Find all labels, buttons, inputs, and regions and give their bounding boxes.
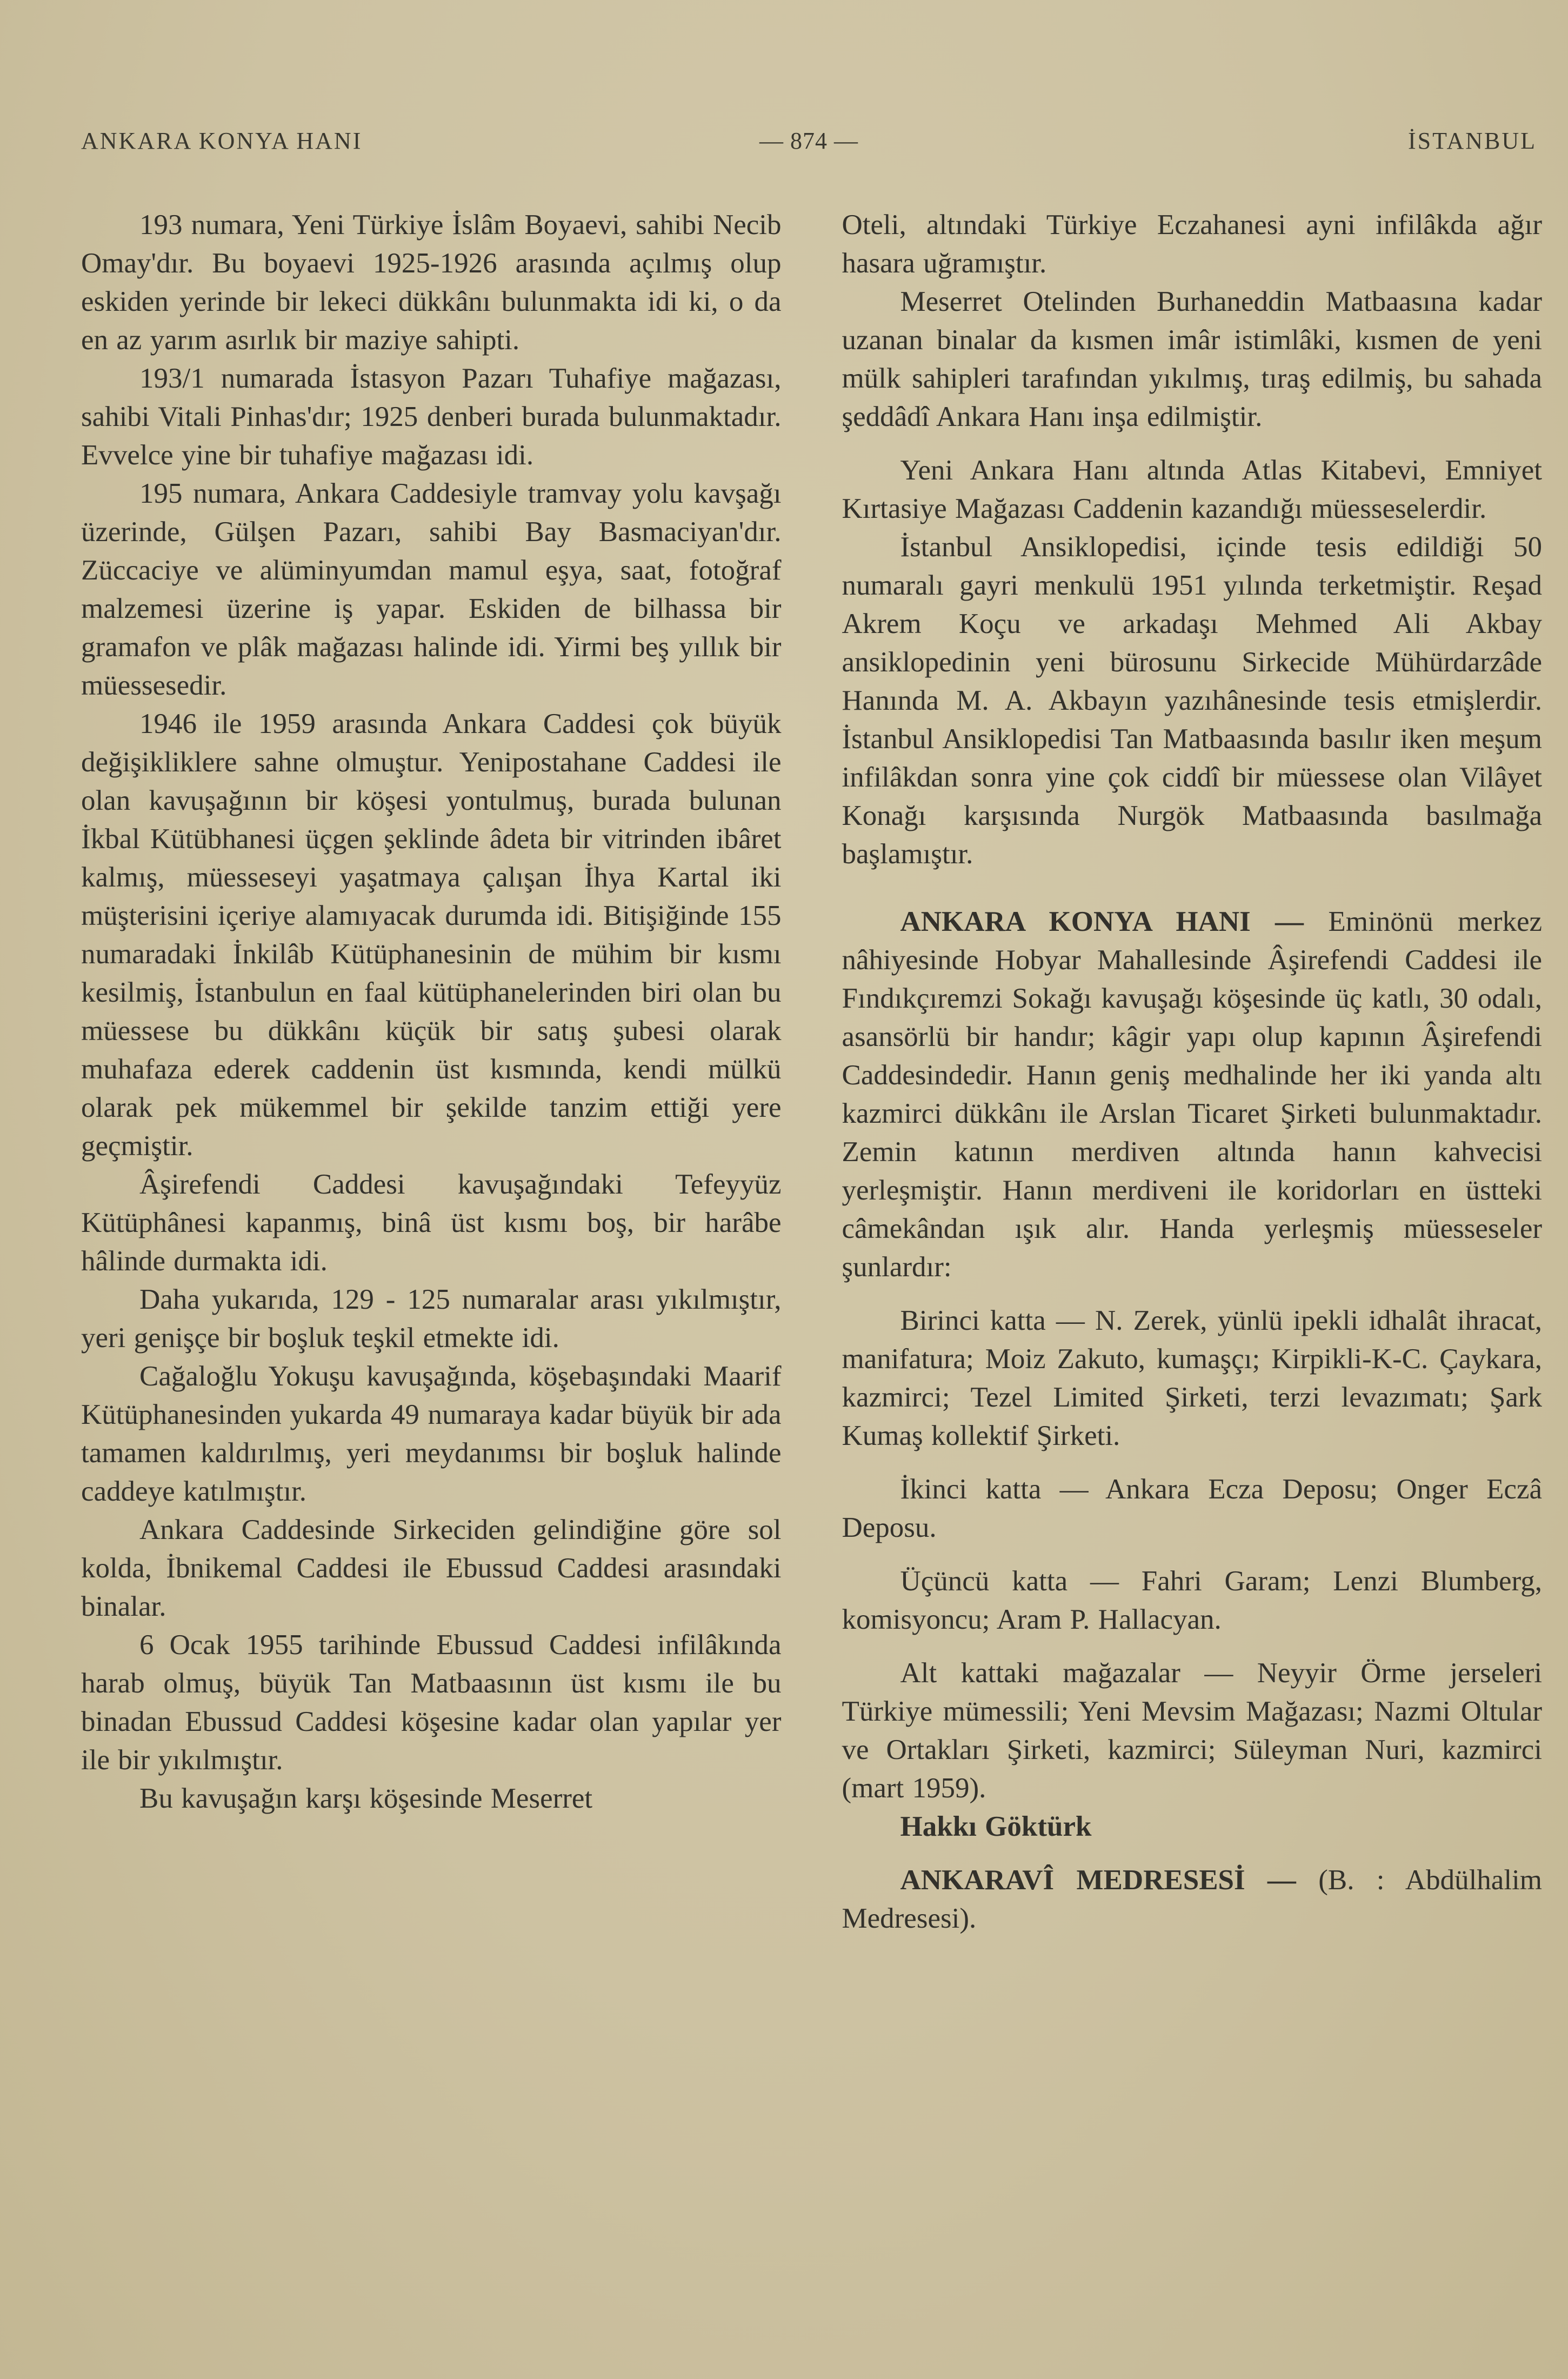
floor-listing: İkinci katta — Ankara Ecza Deposu; Onger Eczâ Deposu. — [842, 1474, 1542, 1543]
paragraph: 1946 ile 1959 arasında Ankara Caddesi çok büyük değişikliklere sahne olmuştur. Yenipostahane Caddesi ile olan kavuşağının bir köşesi yontulmuş, burada bulunan İkbal Kütübhanesi üçgen şeklinde âdeta bir vitrinden ibâret kalmış, müesseseyi yaşatmaya çalışan İhya Kartal iki müşterisini içeriye alamıyacak durumda idi. Bitişiğinde 155 numaradaki İnkilâb Kütüphanesinin de mühim bir kısmı kesilmiş, İstanbulun en faal kütüphanelerinden biri olan bu müessese bu dükkânı küçük bir satış şubesi olarak muhafaza ederek caddenin üst kısmında, kendi mülkü olarak pek mükemmel bir şekilde tanzim ettiği yere geçmiştir. — [81, 708, 782, 1162]
running-title-right: İSTANBUL — [1407, 128, 1537, 154]
paragraph: Daha yukarıda, 129 - 125 numaralar arası yıkılmıştır, yeri genişçe bir boşluk teşkil etmekte idi. — [81, 1284, 782, 1354]
page-header — [81, 127, 1542, 155]
encyclopedia-entry — [842, 903, 1543, 1287]
paragraph: Bu kavuşağın karşı köşesinde Meserret — [139, 1783, 593, 1814]
encyclopedia-entry — [842, 1861, 1543, 1938]
page-number: — 874 — — [759, 128, 858, 154]
left-column — [81, 206, 782, 1938]
paragraph-continuation: Oteli, altındaki Türkiye Eczahanesi ayni infilâkda ağır hasara uğramıştır. — [842, 209, 1542, 279]
entry-text: Eminönü merkez nâhiyesinde Hobyar Mahallesinde Âşirefendi Caddesi ile Fındıkçıremzi Sokağı kavuşağı köşesinde üç katlı, 30 odalı, asansörlü bir handır; kâgir yapı olup kapının Âşirefendi Caddesindedir. Hanın geniş medhalinde her iki yanda altı kazmirci dükkânı ile Arslan Ticaret Şirketi bulunmaktadır. Zemin katının merdiven altında hanın kahvecisi yerleşmiştir. Hanın merdiveni ile koridorları en üstteki câmekândan ışık alır. Handa yerleşmiş müesseseler şunlardır: — [842, 906, 1543, 1283]
paragraph: İstanbul Ansiklopedisi, içinde tesis edildiği 50 numaralı gayri menkulü 1951 yılında terketmiştir. Reşad Akrem Koçu ve arkadaşı Mehmed Ali Akbay ansiklopedinin yeni bürosunu Sirkecide Mühürdarzâde Hanında M. A. Akbayın yazıhânesinde tesis etmişlerdir. İstanbul Ansiklopedisi Tan Matbaasında basılır iken meşum infilâkdan sonra yine çok ciddî bir müessese olan Vilâyet Konağı karşısında Nurgök Matbaasında basılmağa başlamıştır. — [842, 531, 1542, 870]
paragraph: 193/1 numarada İstasyon Pazarı Tuhafiye mağazası, sahibi Vitali Pinhas'dır; 1925 denberi burada bulunmaktadır. Evvelce yine bir tuhafiye mağazası idi. — [81, 363, 782, 471]
author-signature: Hakkı Göktürk — [900, 1811, 1092, 1842]
paragraph: 193 numara, Yeni Türkiye İslâm Boyaevi, sahibi Necib Omay'dır. Bu boyaevi 1925-1926 arasında açılmış olup eskiden yerinde bir lekeci dükkânı bulunmakta idi ki, o da en az yarım asırlık bir maziye sahipti. — [81, 209, 782, 356]
paragraph: 195 numara, Ankara Caddesiyle tramvay yolu kavşağı üzerinde, Gülşen Pazarı, sahibi Bay Basmaciyan'dır. Züccaciye ve alüminyumdan mamul eşya, saat, fotoğraf malzemesi üzerine iş yapar. Eskiden de bilhassa bir gramafon ve plâk mağazası halinde idi. Yirmi beş yıllık bir müessesedir. — [81, 478, 782, 701]
paragraph: Ankara Caddesinde Sirkeciden gelindiğine göre sol kolda, İbnikemal Caddesi ile Ebussud Caddesi arasındaki binalar. — [81, 1514, 782, 1622]
paragraph: Yeni Ankara Hanı altında Atlas Kitabevi, Emniyet Kırtasiye Mağazası Caddenin kazandığı müesseselerdir. — [842, 455, 1542, 524]
paragraph: Cağaloğlu Yokuşu kavuşağında, köşebaşındaki Maarif Kütüphanesinden yukarda 49 numaraya kadar büyük bir ada tamamen kaldırılmış, yeri meydanımsı bir boşluk halinde caddeye katılmıştır. — [81, 1361, 782, 1507]
text-columns — [81, 206, 1542, 1938]
entry-title: ANKARA KONYA HANI — — [900, 906, 1304, 937]
floor-listing: Üçüncü katta — Fahri Garam; Lenzi Blumberg, komisyoncu; Aram P. Hallacyan. — [842, 1565, 1542, 1635]
paragraph: Meserret Otelinden Burhaneddin Matbaasına kadar uzanan binalar da kısmen imâr istimlâki, kısmen de yeni mülk sahipleri tarafından yıkılmış, tıraş edilmiş, bu sahada şeddâdî Ankara Hanı inşa edilmiştir. — [842, 286, 1542, 432]
floor-listing: Birinci katta — N. Zerek, yünlü ipekli idhalât ihracat, manifatura; Moiz Zakuto, kumaşçı; Kirpikli-K-C. Çaykara, kazmirci; Tezel Limited Şirketi, terzi levazımatı; Şark Kumaş kollektif Şirketi. — [842, 1305, 1542, 1451]
entry-text: (B. : Abdülhalim Medresesi). — [842, 1864, 1543, 1934]
entry-title: ANKARAVÎ MEDRESESİ — — [900, 1864, 1296, 1896]
right-column — [842, 206, 1543, 1938]
running-title-left: ANKARA KONYA HANI — [81, 128, 363, 154]
paragraph: 6 Ocak 1955 tarihinde Ebussud Caddesi infilâkında harab olmuş, büyük Tan Matbaasının üst kısmı ile bu binadan Ebussud Caddesi köşesine kadar olan yapılar yer ile bir yıkılmıştır. — [81, 1629, 782, 1776]
floor-listing: Alt kattaki mağazalar — Neyyir Örme jerseleri Türkiye mümessili; Yeni Mevsim Mağazası; Nazmi Oltular ve Ortakları Şirketi, kazmirci; Süleyman Nuri, kazmirci (mart 1959). — [842, 1657, 1542, 1804]
paragraph: Âşirefendi Caddesi kavuşağındaki Tefeyyüz Kütüphânesi kapanmış, binâ üst kısmı boş, bir harâbe hâlinde durmakta idi. — [81, 1169, 782, 1277]
